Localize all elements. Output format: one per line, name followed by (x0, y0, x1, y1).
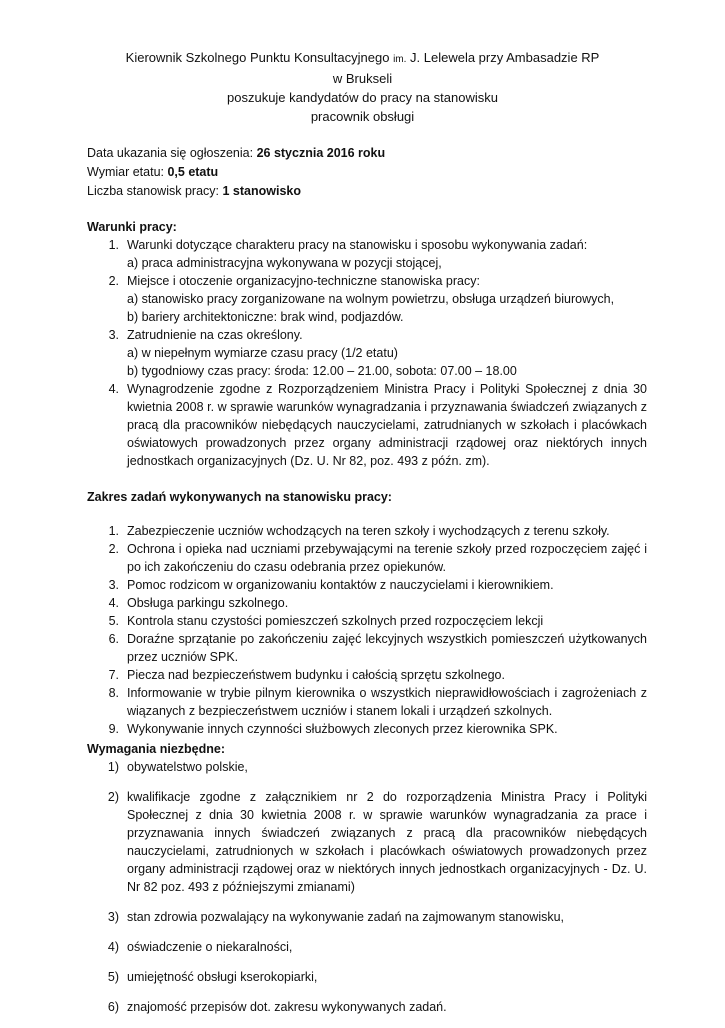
list-item: 2. Miejsce i otoczenie organizacyjno-techniczne stanowiska pracy: (108, 274, 480, 288)
list-item: 1. Warunki dotyczące charakteru pracy na stanowisku i sposobu wykonywania zadań: (108, 238, 588, 252)
list-item (87, 630, 647, 666)
list-item (87, 594, 647, 612)
sub-item: a) w niepełnym wymiarze czasu pracy (1/2 etatu) (127, 346, 398, 360)
list-item-number: 2) (107, 790, 119, 804)
meta-date: Data ukazania się ogłoszenia: 26 stycznia 2016 roku (87, 146, 386, 160)
list-item-text: Obsługa parkingu szkolnego. (127, 596, 289, 610)
list-item (87, 540, 647, 576)
header-announcement: poszukuje kandydatów do pracy na stanowisku (227, 90, 498, 105)
list-item-text: znajomość przepisów dot. zakresu wykonywanych zadań. (127, 1000, 447, 1014)
sub-item: b) tygodniowy czas pracy: środa: 12.00 – 21.00, sobota: 07.00 – 18.00 (127, 364, 517, 378)
header-position: pracownik obsługi (310, 109, 415, 124)
list-item (87, 998, 647, 1016)
list-item (87, 576, 647, 594)
list-item-text: stan zdrowia pozwalający na wykonywanie zadań na zajmowanym stanowisku, (127, 910, 565, 924)
list-item-number: 4) (107, 940, 119, 954)
requirements-title: Wymagania niezbędne: (87, 742, 225, 756)
list-item-number: 6. (108, 632, 119, 646)
header-patron: J. Lelewela przy Ambasadzie RP (410, 50, 600, 65)
list-item (87, 788, 647, 896)
requirements-list (87, 758, 647, 1028)
list-item-text: umiejętność obsługi kserokopiarki, (127, 970, 318, 984)
list-item-number: 9. (108, 722, 119, 736)
list-item-text: Kontrola stanu czystości pomieszczeń szkolnych przed rozpoczęciem lekcji (127, 614, 544, 628)
header-im-abbrev: im. (393, 54, 407, 65)
list-item (87, 522, 647, 540)
list-item-number: 3) (107, 910, 119, 924)
sub-item: a) stanowisko pracy zorganizowane na wolnym powietrzu, obsługa urządzeń biurowych, (127, 292, 615, 306)
sub-item: b) bariery architektoniczne: brak wind, podjazdów. (127, 310, 404, 324)
list-item-text: oświadczenie o niekaralności, (127, 940, 293, 954)
list-item-number: 1) (107, 760, 119, 774)
list-item-number: 8. (108, 686, 119, 700)
list-item (87, 684, 647, 720)
list-item-number: 5. (108, 614, 119, 628)
list-item (87, 720, 647, 738)
list-item-text: Informowanie w trybie pilnym kierownika o wszystkich nieprawidłowościach i zagrożeniach z wiązanych z bezpieczeństwem uczniów i stanem lokali i urządzeń szkolnych. (127, 686, 647, 718)
duties-title: Zakres zadań wykonywanych na stanowisku pracy: (87, 490, 392, 504)
list-item (87, 758, 647, 776)
sub-item: a) praca administracyjna wykonywana w pozycji stojącej, (127, 256, 442, 270)
meta-positions: Liczba stanowisk pracy: 1 stanowisko (87, 184, 301, 198)
list-item-text: Zabezpieczenie uczniów wchodzących na teren szkoły i wychodzących z terenu szkoły. (127, 524, 610, 538)
list-item-text: Ochrona i opieka nad uczniami przebywającymi na terenie szkoły przed rozpoczęciem zajęć i po ich zakończeniu do czasu odebrania przez opiekunów. (127, 542, 647, 574)
list-item-text: Piecza nad bezpieczeństwem budynku i całością sprzętu szkolnego. (127, 668, 505, 682)
list-item-number: 5) (107, 970, 119, 984)
header-city: w Brukseli (332, 71, 393, 86)
list-item: 4. Wynagrodzenie zgodne z Rozporządzeniem Ministra Pracy i Polityki Społecznej z dnia 30 kwietnia 2008 r. w sprawie warunków wynagradzania i przyznawania świadczeń związanych z pracą dla pracowników niebędących nauczycielami, zatrudnianych w szkołach i placówkach oświatowych prowadzonych przez organy administracji rządowej oraz niektórych innych jednostkach organizacyjnych (Dz. U. Nr 82, poz. 493 z późn. zm). (108, 382, 647, 468)
list-item-number: 2. (108, 542, 119, 556)
list-item-text: Doraźne sprzątanie po zakończeniu zajęć lekcyjnych wszystkich pomieszczeń użytkowanych przez uczniów SPK. (127, 632, 647, 664)
document-header (0, 48, 725, 126)
list-item-number: 4. (108, 596, 119, 610)
list-item (87, 938, 647, 956)
list-item-text: kwalifikacje zgodne z załącznikiem nr 2 do rozporządzenia Ministra Pracy i Polityki Społecznej z dnia 30 kwietnia 2008 r. w sprawie warunków wynagradzania za prace i przyznawania innych świadczeń związanych z pracą dla pracowników niebędących nauczycielami, zatrudnionych w szkołach i placówkach oświatowych prowadzonych przez organy administracji rządowej oraz w niektórych innych jednostkach organizacyjnych - Dz. U. Nr 82 poz. 493 z późniejszymi zmianami) (127, 790, 647, 894)
conditions-title: Warunki pracy: (87, 220, 177, 234)
job-meta (87, 144, 647, 201)
list-item-text: Wykonywanie innych czynności służbowych zleconych przez kierownika SPK. (127, 722, 558, 736)
header-line-1 (0, 48, 725, 69)
list-item-number: 6) (107, 1000, 119, 1014)
list-item (87, 908, 647, 926)
meta-fte: Wymiar etatu: 0,5 etatu (87, 165, 219, 179)
list-item: 3. Zatrudnienie na czas określony. (108, 328, 303, 342)
list-item-number: 7. (108, 668, 119, 682)
list-item-text: Pomoc rodzicom w organizowaniu kontaktów z nauczycielami i kierownikiem. (127, 578, 554, 592)
list-item (87, 968, 647, 986)
duties-list (87, 522, 647, 738)
list-item-number: 1. (108, 524, 119, 538)
list-item-text: obywatelstwo polskie, (127, 760, 248, 774)
list-item-number: 3. (108, 578, 119, 592)
header-employer: Kierownik Szkolnego Punktu Konsultacyjnego (125, 50, 390, 65)
list-item (87, 666, 647, 684)
conditions-list (87, 236, 647, 470)
list-item (87, 612, 647, 630)
